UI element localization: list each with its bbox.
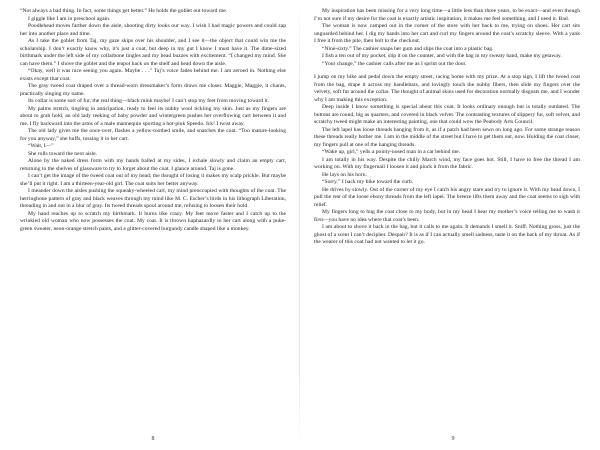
paragraph: “Wake up, girl,” yells a pointy-nosed man in a car behind me.	[322, 149, 461, 155]
paragraph: I am about to shove it back in the bag, but it calls to me again. It demands I smell it. Sniff. Nothing gross, just the ghost of a scent I can’t decipher. Despair? It is as if I can actually smell sadness, taste it on the back of my throat. As if the wearer of this coat had not wanted to let it go.	[314, 224, 580, 245]
paragraph: I jump on my bike and pedal down the empty street, racing home with my prize. At a stop sign, I lift the tweed coat from the bag, drape it across my handlebars, and lovingly touch the nubby fibers, then slide my fingers over the velvety, soft fur around the collar. The thought of animal skins used for decoration normally disgusts me, and I wonder why I am making this exception.	[314, 74, 580, 103]
page-number-left: 8	[151, 436, 155, 442]
paragraph: My hand reaches up to scratch my birthmark. It burns like crazy. My feet move faster and I catch up to the wrinkled old woman who now possesses the coat. My coat. It is thrown haphazardly in her cart along with a puke-green sweater, neon-orange stretch pants, and a glitter-covered burgundy candle shaped like a monkey.	[20, 210, 286, 232]
paragraph: My palms stretch, tingling in anticipation, ready to feel its nubby wool tickling my skin. Just as my fingers are about to grab hold, an old lady reeking of baby powder and wintergreen pushes her overflowing cart between it and me. I fly backward into the arms of a male mannequin sporting a hot-pink Speedo. Ick! I twist away.	[20, 105, 286, 127]
right-page	[314, 8, 580, 428]
paragraph: The left lapel has loose threads hanging from it, as if a patch had been sewn on long ago. For some strange reason these threads really bother me. I am in the middle of the street but I have to get them out, now. Holding the coat closer, my fingers pull at one of the hanging threads.	[314, 126, 580, 148]
paragraph: The gray tweed coat draped over a thread-worn dressmaker’s form draws me closer. Maggie, Maggie, it chants, practically singing my name.	[20, 83, 286, 97]
paragraph: I fish a ten out of my pocket, slip it on the counter, and with the bag in my sweaty hand, make my getaway.	[322, 53, 562, 59]
paragraph: My fingers long to hug the coat close to my body, but in my head I hear my mother’s voice telling me to wash it first—you have no idea where that coat’s been.	[314, 209, 580, 223]
paragraph: I meander down the aisles pushing the squeaky-wheeled cart, my mind preoccupied with thoughts of the coat. The herringbone pattern of gray and black weaves through my mind like M. C. Escher’s birds in his lithograph Liberation, threading in and out in a blur of gray. Its tweed threads spool around me, refusing to loosen their hold.	[20, 188, 286, 209]
paragraph: I can’t get the image of the tweed coat out of my head; the thought of losing it makes my scalp prickle. But maybe she’ll put it right. I am a thirteen-year-old girl. The coat suits her better anyway.	[20, 173, 286, 187]
paragraph: I giggle like I am in preschool again.	[28, 15, 111, 22]
paragraph: As I take the goblet from Taj, my gaze skips over his shoulder, and I see it—the object that could win me the scholarship. I don’t exactly know why, it’s just a coat, but deep in my gut I know I must have it. The dime-sized birthmark under the left side of my collarbone tingles and my head buzzes with excitement. “I changed my mind. She can have them.” I shove the goblet and the teapot back on the shelf and head down the aisle.	[20, 38, 286, 67]
page-number-right: 9	[451, 436, 455, 442]
paragraph: “Not always a bad thing. In fact, some things get better.” He holds the goblet out toward me.	[20, 8, 228, 14]
paragraph: She rolls toward the next aisle.	[28, 150, 97, 157]
paragraph: My inspiration has been missing for a very long time—a little less than three years, to be exact—and even though I’m not sure if my desire for the coat is exactly artistic inspiration, it makes me feel something, and I need it. Bad.	[314, 8, 580, 22]
paragraph: The old lady gives me the once-over, flashes a yellow-toothed smile, and snatches the coat. “Too mature-looking for you anyway,” she huffs, tossing it in her cart.	[20, 128, 286, 142]
paragraph: He drives by slowly. Out of the corner of my eye I catch his angry stare and try to ignore it. With my head down, I pull the rest of the loose ebony threads from the left lapel. The breeze lifts them away and the coat seems to sigh with relief.	[314, 186, 580, 208]
paragraph: “Okay, well it was nice seeing you again. Maybe . . .” Taj’s voice fades behind me. I am zeroed in. Nothing else exists except that coat.	[20, 68, 286, 82]
paragraph: Alone by the naked dress form with my hands balled at my sides, I exhale slowly and claim an empty cart, returning to the shelves of glassware to try to forget about the coat. I glance around. Taj is gone.	[20, 158, 286, 172]
paragraph: Poodlehead moves farther down the aisle, shooting dirty looks our way. I wish I had magic powers and could zap her into another place and time.	[20, 23, 286, 37]
paragraph: He lays on his horn.	[322, 171, 367, 178]
paragraph: Deep inside I know something is special about this coat. It looks ordinary enough but is totally outdated. The buttons are round, big as quarters, and covered in black velvet. The contrasting textures of slippery fur, soft velvet, and scratchy tweed might make an interesting painting, one that could wow the Peabody Arts Council.	[314, 104, 580, 125]
paragraph: The woman is now camped out in the corner of the store with her back to me, trying on shoes. Her cart sits unguarded behind her. I dig my hands into her cart and curl my fingers around the coat’s scratchy sleeve. With a yank I free it from the pile, then bolt to the checkout.	[314, 23, 580, 44]
paragraph: “Wait, I—”	[28, 143, 54, 149]
left-page	[20, 8, 286, 428]
gutter-divider	[299, 0, 300, 450]
paragraph: Its collar is some sort of fur, the real thing—black mink maybe! I can’t stop my feet from moving toward it.	[28, 98, 270, 104]
paragraph: “Sorry.” I hack my bike toward the curb.	[322, 179, 414, 185]
paragraph: “Your change,” the cashier calls after me as I sprint out the door.	[322, 60, 467, 67]
paragraph: “Nine-sixty.” The cashier snaps her gum and slips the coat into a plastic bag.	[322, 45, 494, 52]
paragraph: I am totally in his way. Despite the chilly March wind, my face goes hot. Still, I have to free the thread I am working on. With my fingernail I loosen it and pluck it from the fabric.	[314, 156, 580, 170]
